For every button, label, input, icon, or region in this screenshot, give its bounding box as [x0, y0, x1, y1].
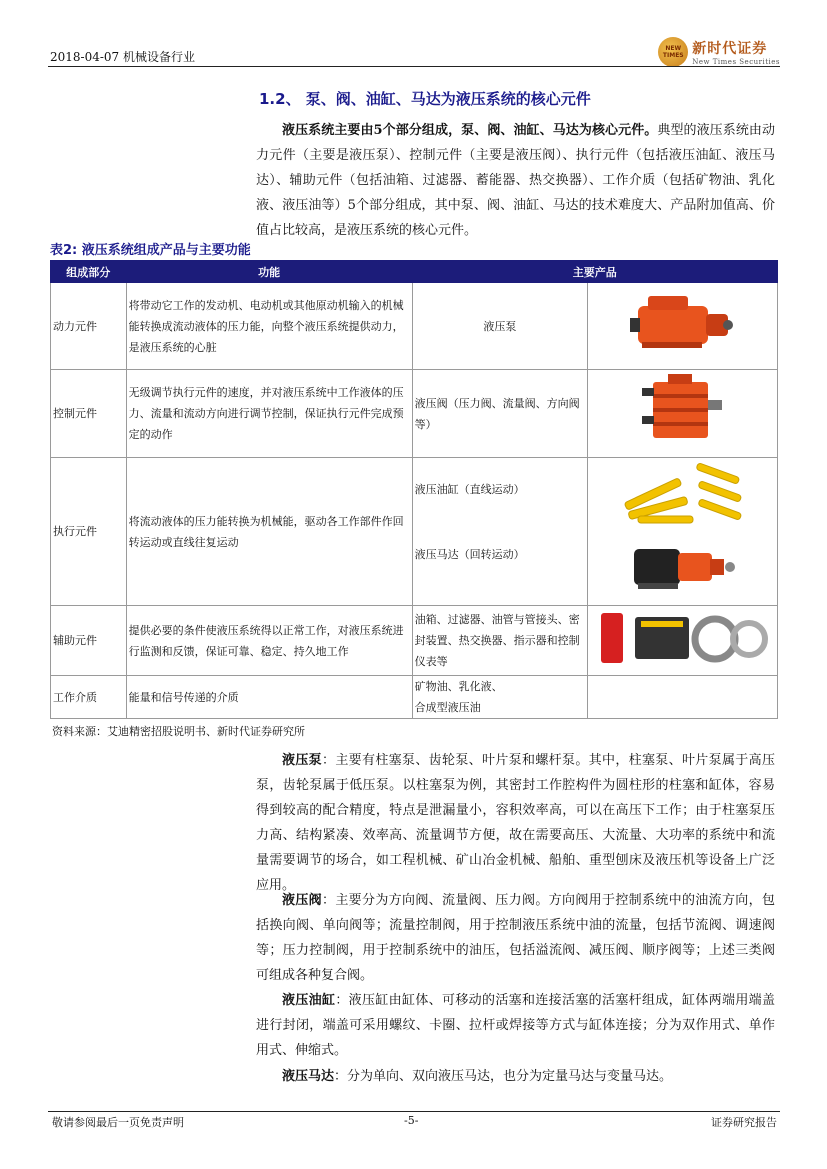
table-row	[51, 606, 778, 676]
header-products: 主要产品	[412, 261, 777, 283]
row-category: 辅助元件	[51, 606, 127, 676]
intro-paragraph	[256, 118, 775, 243]
motor-term: 液压马达	[282, 1069, 335, 1084]
auxiliary-parts-icon	[595, 607, 771, 667]
footer-disclaimer: 敬请参阅最后一页免责声明	[52, 1116, 184, 1129]
table-source: 资料来源：艾迪精密招股说明书、新时代证券研究所	[52, 725, 305, 738]
cylinder-text: ：液压缸由缸体、可移动的活塞和连接活塞的活塞杆组成，缸体两端用端盖进行封闭，端盖可采用螺纹、卡圈、拉杆或焊接等方式与缸体连接；分为双作用式、单作用式、伸缩式。	[256, 993, 775, 1058]
table-row	[51, 458, 778, 606]
row-product-cell	[412, 458, 588, 606]
row-product: 液压泵	[412, 283, 588, 370]
hydraulic-valve-icon	[638, 372, 728, 448]
hydraulic-motor-icon	[628, 537, 738, 597]
hydraulic-pump-icon	[628, 288, 738, 358]
footer-divider	[48, 1111, 780, 1112]
cylinder-paragraph	[256, 988, 775, 1063]
cylinder-product: 液压油缸（直线运动）	[414, 482, 525, 496]
header-date-industry: 2018-04-07 机械设备行业	[50, 50, 196, 64]
pump-text: ：主要有柱塞泵、齿轮泵、叶片泵和螺杆泵。其中，柱塞泵、叶片泵属于高压泵，齿轮泵属于低压泵。以柱塞泵为例，其密封工作腔构件为圆柱形的柱塞和缸体，容易得到较高的配合精度，特点是泄漏量小，容积效率高，可以在高压下工作；由于柱塞泵压力高、结构紧凑、效率高、流量调节方便，故在需要高压、大流量、大功率的系统中和流量需要调节的场合，如工程机械、矿山冶金机械、船舶、重型刨床及液压机等设备上广泛应用。	[256, 753, 775, 893]
table-header-row	[51, 261, 778, 283]
motor-paragraph	[256, 1064, 775, 1089]
row-product: 液压阀（压力阀、流量阀、方向阀等）	[412, 370, 588, 458]
logo-emblem-icon	[658, 37, 688, 67]
valve-text: ：主要分为方向阀、流量阀、压力阀。方向阀用于控制系统中的油流方向，包括换向阀、单向阀等；流量控制阀，用于控制液压系统中油的流量，包括节流阀、调速阀等；压力控制阀，用于控制系统中的油压，包括溢流阀、减压阀、顺序阀等；上述三类阀可组成各种复合阀。	[256, 893, 775, 983]
row-category: 动力元件	[51, 283, 127, 370]
pump-image	[588, 283, 778, 370]
header-category: 组成部分	[51, 261, 127, 283]
header-divider	[48, 66, 780, 67]
logo-english-name: New Times Securities	[692, 58, 780, 66]
valve-term: 液压阀	[282, 893, 322, 908]
pump-paragraph	[256, 748, 775, 898]
logo-chinese-name: 新时代证券	[692, 41, 768, 57]
header-function: 功能	[126, 261, 412, 283]
cylinder-term: 液压油缸	[282, 993, 336, 1008]
medium-product-line1: 矿物油、乳化液、	[414, 680, 503, 693]
section-title: 1.2、 泵、阀、油缸、马达为液压系统的核心元件	[259, 90, 591, 108]
actuator-images	[588, 458, 778, 606]
row-category: 执行元件	[51, 458, 127, 606]
row-category: 控制元件	[51, 370, 127, 458]
row-function: 将带动它工作的发动机、电动机或其他原动机输入的机械能转换成流动液体的压力能，向整个液压系统提供动力，是液压系统的心脏	[126, 283, 412, 370]
pump-term: 液压泵	[282, 753, 322, 768]
row-function: 提供必要的条件使液压系统得以正常工作，对液压系统进行监测和反馈，保证可靠、稳定、持久地工作	[126, 606, 412, 676]
auxiliary-images	[588, 606, 778, 676]
motor-text: ：分为单向、双向液压马达，也分为定量马达与变量马达。	[334, 1069, 673, 1084]
table-caption: 表2: 液压系统组成产品与主要功能	[50, 243, 251, 258]
medium-product-line2: 合成型液压油	[414, 701, 481, 714]
hydraulic-cylinder-icon	[618, 460, 748, 530]
table-row	[51, 283, 778, 370]
row-product-cell	[412, 676, 588, 719]
page-header	[48, 38, 780, 66]
page-number: -5-	[404, 1114, 419, 1127]
row-product: 油箱、过滤器、油管与管接头、密封装置、热交换器、指示器和控制仪表等	[412, 606, 588, 676]
row-function: 无级调节执行元件的速度，并对液压系统中工作液体的压力、流量和流动方向进行调节控制，保证执行元件完成预定的动作	[126, 370, 412, 458]
intro-lead: 液压系统主要由5个部分组成，泵、阀、油缸、马达为核心元件。	[282, 123, 658, 138]
filter-icon	[601, 613, 623, 663]
logo-emblem-text: NEW TIMES	[662, 45, 684, 59]
intro-body: 典型的液压系统由动力元件（主要是液压泵）、控制元件（主要是液压阀）、执行元件（包括液压油缸、液压马达）、辅助元件（包括油箱、过滤器、蓄能器、热交换器）、工作介质（包括矿物油、乳化液、液压油等）5个部分组成，其中泵、阀、油缸、马达的技术难度大、产品附加值高、价值占比较高，是液压系统的核心元件。	[256, 123, 775, 238]
motor-product: 液压马达（回转运动）	[414, 547, 525, 561]
valve-image	[588, 370, 778, 458]
row-function: 能量和信号传递的介质	[126, 676, 412, 719]
row-category: 工作介质	[51, 676, 127, 719]
table-row	[51, 370, 778, 458]
empty-image-cell	[588, 676, 778, 719]
brand-logo	[658, 38, 780, 66]
seal-ring-icon	[695, 619, 735, 659]
components-table	[50, 260, 778, 719]
row-function: 将流动液体的压力能转换为机械能，驱动各工作部件作回转运动或直线往复运动	[126, 458, 412, 606]
table-row	[51, 676, 778, 719]
footer-report-type: 证券研究报告	[711, 1116, 777, 1129]
valve-paragraph	[256, 888, 775, 988]
